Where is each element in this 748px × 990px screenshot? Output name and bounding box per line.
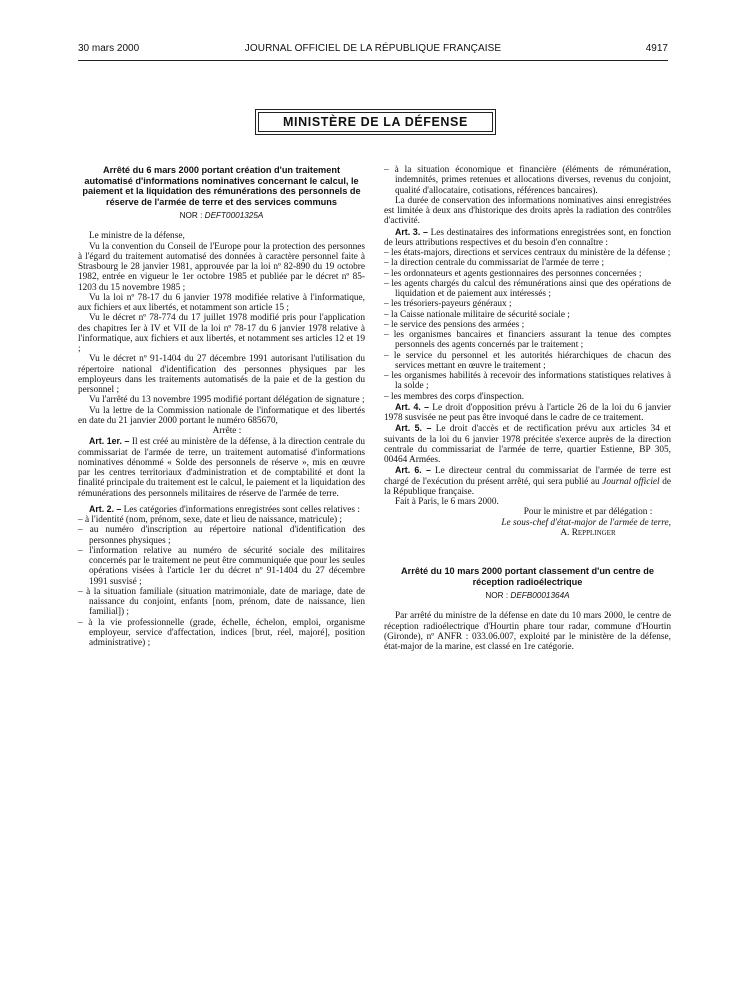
journal-officiel-ref: Journal officiel	[602, 476, 660, 487]
list-item: – l'information relative au numéro de sécurité sociale des militaires concernés par le traitement ne peut être communiquée que pour les seules opérations visées à l'article 1er du décret nº 91-1404 du 27 décembre 1991 susvisé ;	[78, 546, 365, 587]
list-item: – à la situation familiale (situation matrimoniale, date de mariage, date de naissance du conjoint, enfants [nom, prénom, date de naissance, lien familial]) ;	[78, 587, 365, 618]
list-item: – les organismes bancaires et financiers assurant la tenue des comptes personnels des agents concernés par le traitement ;	[384, 330, 671, 351]
intro-paragraph: Vu le décret nº 91-1404 du 27 décembre 1991 autorisant l'utilisation du répertoire national d'identification des personnes physiques par les employeurs dans les traitements automatisés de la paie et de la gestion du personnel ;	[78, 354, 365, 395]
article-6-label: Art. 6. –	[395, 465, 431, 476]
nor-label: NOR :	[485, 591, 509, 600]
article-6-text-end: de la République française.	[384, 476, 672, 497]
conservation-paragraph: La durée de conservation des informations nominatives ainsi enregistrées est limitée à deux ans d'historique des droits après la radiation des contrôles d'activité.	[384, 195, 671, 227]
header-rule	[78, 60, 668, 61]
signature-name: A. Repplinger	[560, 527, 616, 538]
ministry-title: MINISTÈRE DE LA DÉFENSE	[258, 112, 493, 132]
article-2	[78, 504, 365, 515]
header-page-number: 4917	[645, 43, 668, 54]
header-journal-title: JOURNAL OFFICIEL DE LA RÉPUBLIQUE FRANÇAISE	[244, 43, 502, 54]
intro-paragraph: Vu la loi nº 78-17 du 6 janvier 1978 modifiée relative à l'informatique, aux fichiers et aux libertés, et notamment son article 15 ;	[78, 292, 365, 313]
list-item: – les membres des corps d'inspection.	[384, 392, 671, 402]
article-2-list	[78, 515, 365, 648]
arrete1-title: Arrêté du 6 mars 2000 portant création d'un traitement automatisé d'informations nominatives concernant le calcul, le paiement et la liquidation des rémunérations des personnels de réserve de l'armée de terre et des services communs	[82, 165, 361, 207]
arrete2-title: Arrêté du 10 mars 2000 portant classement d'un centre de réception radioélectrique	[401, 566, 654, 587]
article-6	[384, 465, 671, 497]
list-item: – les états-majors, directions et services centraux du ministère de la défense ;	[384, 248, 671, 258]
article-2-label: Art. 2. –	[89, 503, 122, 514]
intro-paragraph: Vu l'arrêté du 13 novembre 1995 modifié portant délégation de signature ;	[89, 395, 365, 406]
list-item: – les agents chargés du calcul des rémunérations ainsi que des opérations de liquidation et de paiement aux intéressés ;	[384, 279, 671, 300]
signature-title-text: Le sous-chef d'état-major de l'armée de terre,	[501, 517, 671, 528]
intro-paragraph: Le ministre de la défense,	[89, 231, 185, 242]
list-item: – au numéro d'inscription au répertoire national d'identification des personnes physiques ;	[78, 525, 365, 546]
article-3-list	[384, 248, 671, 402]
list-item: – les organismes habilités à recevoir des informations statistiques relatives à la solde ;	[384, 371, 671, 392]
nor-label: NOR :	[179, 211, 203, 220]
list-item: – la Caisse nationale militaire de sécurité sociale ;	[384, 310, 671, 320]
list-item: – les trésoriers-payeurs généraux ;	[384, 299, 671, 309]
article-6-text: Le directeur central du commissariat de l'armée de terre est chargé de l'exécution du présent arrêté, qui sera publié au	[384, 466, 671, 487]
arrete-word: Arrête :	[212, 426, 242, 436]
list-item: – les ordonnateurs et agents gestionnaires des personnes concernées ;	[384, 269, 671, 279]
ministry-box	[255, 109, 496, 135]
arrete1-nor	[78, 211, 365, 221]
article-3-text: Les destinataires des informations enregistrées sont, en fonction de leurs attributions respectives et du besoin d'en connaître :	[384, 227, 671, 248]
article-1	[78, 436, 365, 499]
article-5-label: Art. 5. –	[395, 423, 432, 434]
list-item: – à la vie professionnelle (grade, échelle, échelon, emploi, organisme employeur, service d'affectation, indices [brut, réel, majoré], position administrative) ;	[78, 618, 365, 649]
nor-code: DEFB0001364A	[510, 591, 570, 600]
article-4-text: Le droit d'opposition prévu à l'article 26 de la loi du 6 janvier 1978 susvisée ne peut pas être invoqué dans le cadre de ce traitement.	[384, 402, 671, 423]
list-item: – la direction centrale du commissariat de l'armée de terre ;	[384, 258, 671, 268]
article-3	[384, 227, 671, 249]
list-item: – à l'identité (nom, prénom, sexe, date et lieu de naissance, matricule) ;	[78, 515, 365, 525]
article-4	[384, 402, 671, 424]
article-1-text: Il est créé au ministère de la défense, à la direction centrale du commissariat de l'armée de terre, un traitement automatisé d'informations nominatives dénommé « Solde des personnels de réserve », mis en œuvre par les centres territoriaux d'administration et de comptabilité et dont la finalité principale du traitement est le calcul, le paiement et la liquidation des rémunérations des personnels militaires de réserve de l'armée de terre.	[78, 437, 365, 499]
list-item: – à la situation économique et financière (éléments de rémunération, indemnités, primes retenues et allocations diverses, revenus du conjoint, qualité d'allocataire, cotisations, références bancaires).	[384, 165, 671, 196]
arrete2-body: Par arrêté du ministre de la défense en date du 10 mars 2000, le centre de réception radioélectrique d'Hourtin phare tour radar, commune d'Hourtin (Gironde), nº ANFR : 033.06.007, exploité par le ministère de la défense, état-major de la marine, est classé en 1re catégorie.	[384, 611, 671, 652]
intro-paragraph: Vu le décret nº 78-774 du 17 juillet 1978 modifié pris pour l'application des chapitres Ier à IV et VII de la loi nº 78-17 du 6 janvier 1978 relative à l'informatique, aux fichiers et aux libertés, et notamment ses articles 12 et 19 ;	[78, 313, 365, 354]
article-1-label: Art. 1er. –	[89, 436, 130, 447]
article-4-label: Art. 4. –	[395, 401, 430, 412]
page-header	[78, 43, 668, 57]
left-column	[78, 165, 365, 648]
list-item: – le service du personnel et les autorités hiérarchiques de chacun des services mettant en œuvre le traitement ;	[384, 351, 671, 372]
article-5	[384, 423, 671, 465]
article-3-label: Art. 3. –	[395, 226, 428, 237]
signature-title	[384, 518, 671, 528]
arrete2-nor	[384, 591, 671, 601]
header-date: 30 mars 2000	[78, 43, 140, 54]
list-item: – le service des pensions des armées ;	[384, 320, 671, 330]
article-2-list-continued	[384, 165, 671, 196]
done-at: Fait à Paris, le 6 mars 2000.	[395, 497, 499, 507]
intro-paragraph: Vu la lettre de la Commission nationale de l'informatique et des libertés en date du 21 janvier 2000 portant le numéro 685670,	[78, 405, 365, 426]
right-column	[384, 165, 671, 652]
nor-code: DEFT0001325A	[204, 211, 264, 220]
article-2-text: Les catégories d'informations enregistrées sont celles relatives :	[123, 504, 360, 515]
signature-delegation: Pour le ministre et par délégation :	[523, 507, 653, 518]
article-5-text: Le droit d'accès et de rectification prévu aux articles 34 et suivants de la loi du 6 janvier 1978 précitée s'exerce auprès de la direction centrale du commissariat de l'armée de terre, quartier Estienne, BP 305, 00464 Armées.	[384, 424, 671, 465]
intro-paragraph: Vu la convention du Conseil de l'Europe pour la protection des personnes à l'égard du traitement automatisé des données à caractère personnel faite à Strasbourg le 28 janvier 1981, approuvée par la loi nº 82-890 du 19 octobre 1982, entrée en vigueur le 1er octobre 1985 et publiée par le décret nº 85-1203 du 15 novembre 1985 ;	[78, 241, 365, 293]
